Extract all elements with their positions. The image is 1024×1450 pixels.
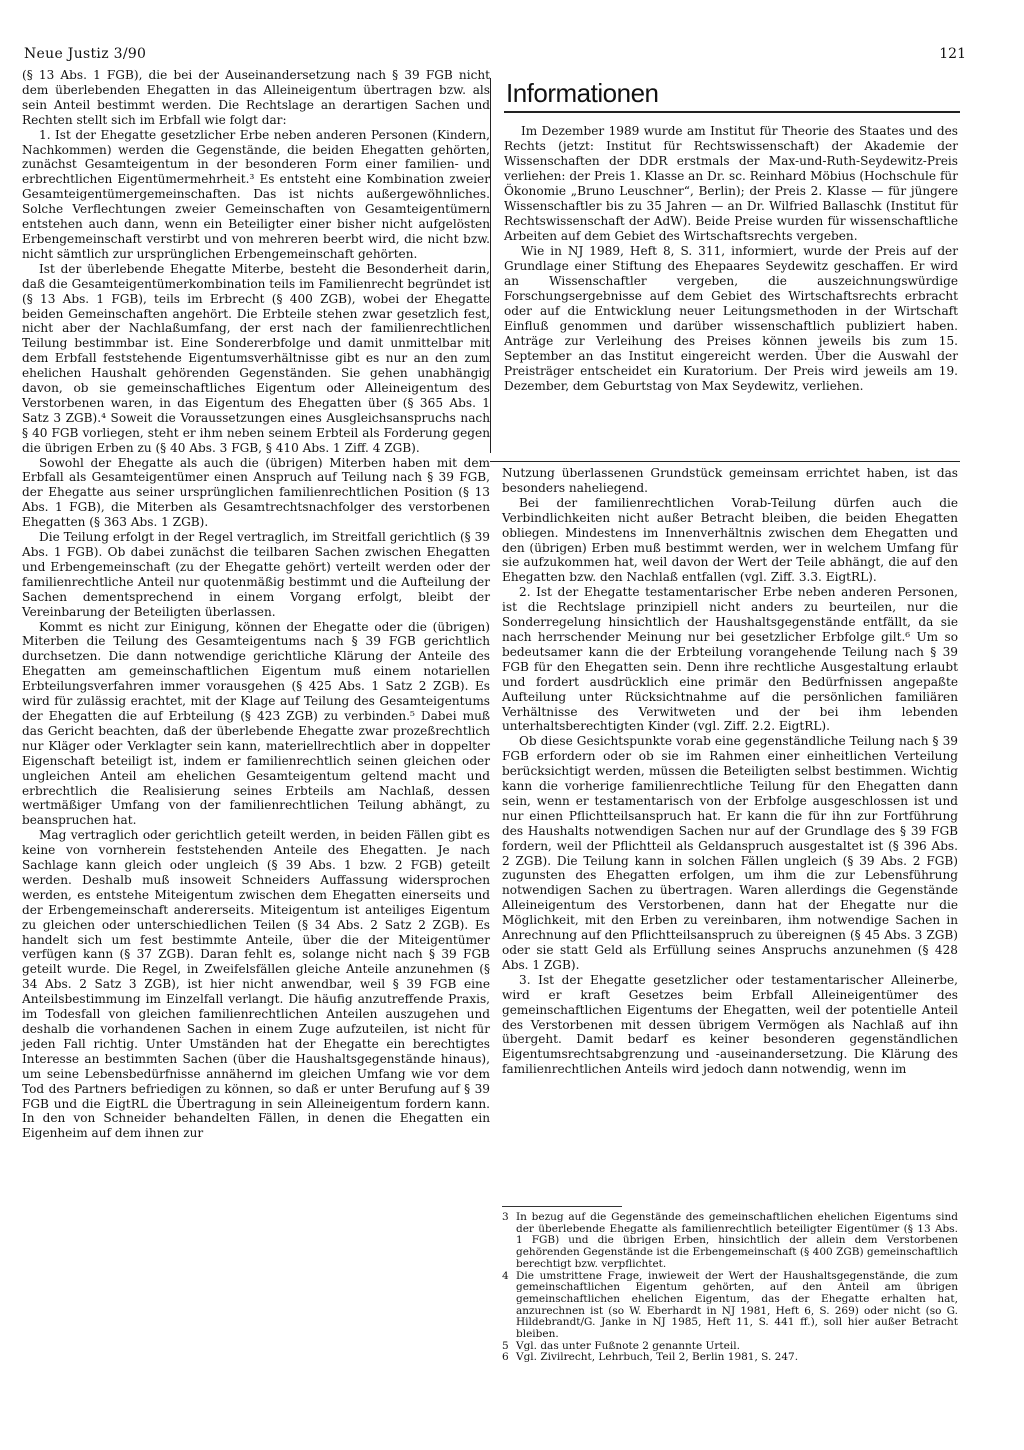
footnote-number: 4 xyxy=(502,1269,509,1282)
info-box-title: Informationen xyxy=(506,78,659,108)
footnote-text: In bezug auf die Gegenstände des gemeinschaftlichen ehelichen Eigentums sind der überlebende Ehegatte als familienrechtlich beteiligter Eigentümer (§ 13 Abs. 1 FGB) und die übrigen Erben, hinsichtlich der allein dem Verstorbenen gehörenden Gegenstände ist die Erbengemeinschaft (§ 400 ZGB) gemeinschaftlich berechtigt bzw. verpflichtet. xyxy=(516,1211,958,1270)
paragraph: 3. Ist der Ehegatte gesetzlicher oder testamentarischer Alleinerbe, wird er kraft Gesetzes beim Erbfall Alleineigentümer des gemeinschaftlichen Eigentums der Ehegatten, weil der potentielle Anteil des Verstorbenen mit dessen übrigem Vermögen als Nachlaß auf ihn übergeht. Damit bedarf es keiner besonderen gegenständlichen Eigentumsrechtsabgrenzung und -auseinandersetzung. Die Klärung des familienrechtlichen Anteils wird jedoch dann notwendig, wenn im xyxy=(502,972,958,1077)
paragraph: Sowohl der Ehegatte als auch die (übrigen) Miterben haben mit dem Erbfall als Gesamteigentümer einen Anspruch auf Teilung nach § 39 FGB, der Ehegatte aus seiner ursprünglichen familienrechtlichen Position (§ 13 Abs. 1 FGB), die Miterben als Gesamtrechtsnachfolger des verstorbenen Ehegatten (§ 363 Abs. 1 ZGB). xyxy=(22,455,490,530)
info-box-body xyxy=(504,124,958,394)
footnote-text: Die umstrittene Frage, inwieweit der Wert der Haushaltsgegenstände, die zum gemeinschaftlichen Eigentum gehörten, auf den Anteil am übrigen gemeinschaftlichen ehelichen Eigentum, das der Ehegatte erhalten hat, anzurechnen ist (so W. Eberhardt in NJ 1981, Heft 6, S. 269) oder nicht (so G. Hildebrandt/G. Janke in NJ 1985, Heft 11, S. 441 ff.), soll hier außer Betracht bleiben. xyxy=(516,1269,958,1341)
info-paragraph: Wie in NJ 1989, Heft 8, S. 311, informiert, wurde der Preis auf der Grundlage einer Stiftung des Ehepaares Seydewitz geschaffen. Er wird an Wissenschaftler vergeben, die auszeichnungswürdige Forschungsergebnisse auf dem Gebiet des Wirtschaftsrechts erbracht oder auf die Entwicklung neuer Leitungsmethoden in der Wirtschaft Einfluß genommen und darüber wissenschaftlich publiziert haben. Anträge zur Verleihung des Preises können jeweils bis zum 15. September an das Institut eingereicht werden. Über die Auswahl der Preisträger entscheidet ein Kuratorium. Der Preis wird jeweils am 19. Dezember, dem Geburtstag von Max Seydewitz, verliehen. xyxy=(504,244,958,393)
left-column xyxy=(22,68,490,1141)
info-title-rule xyxy=(504,111,960,113)
footnote-number: 3 xyxy=(502,1211,509,1223)
footnote-text: Vgl. Zivilrecht, Lehrbuch, Teil 2, Berlin 1981, S. 247. xyxy=(516,1351,799,1364)
paragraph: Bei der familienrechtlichen Vorab-Teilung dürfen auch die Verbindlichkeiten nicht außer Betracht bleiben, die beiden Ehegatten obliegen. Mindestens im Innenverhältnis zwischen dem Ehegatten und den (übrigen) Erben muß bestimmt werden, wer in welchem Umfang für sie aufzukommen hat, weil davon der Wert der Teile abhängt, die auf den Ehegatten bzw. den Nachlaß entfallen (vgl. Ziff. 3.3. EigtRL). xyxy=(502,495,958,585)
footnote xyxy=(502,1271,958,1341)
paragraph: (§ 13 Abs. 1 FGB), die bei der Auseinandersetzung nach § 39 FGB nicht dem überlebenden Ehegatten in das Alleineigentum übertragen bzw. als sein Anteil bestimmt werden. Die Rechtslage an derartigen Sachen und Rechten stellt sich im Erbfall wie folgt dar: xyxy=(22,68,490,127)
info-box-bottom-rule xyxy=(490,461,960,462)
paragraph: Mag vertraglich oder gerichtlich geteilt werden, in beiden Fällen gibt es keine von vornherein feststehenden Anteile des Ehegatten. Je nach Sachlage kann gleich oder ungleich (§ 39 Abs. 1 bzw. 2 FGB) geteilt werden. Deshalb muß insoweit Schneiders Auffassung widersprochen werden, es entstehe Miteigentum zwischen dem Ehegatten einerseits und der Erbengemeinschaft andererseits. Miteigentum ist anteiliges Eigentum zu gleichen oder unterschiedlichen Teilen (§ 34 Abs. 2 Satz 2 ZGB). Es handelt sich um fest bestimmte Anteile, über die der Miteigentümer verfügen kann (§ 37 ZGB). Daran fehlt es, solange nicht nach § 39 FGB geteilt wurde. Die Regel, in Zweifelsfällen gleiche Anteile anzunehmen (§ 34 Abs. 2 Satz 3 ZGB), ist hier nicht anwendbar, weil § 39 FGB eine Anteilsbestimmung im Einzelfall verlangt. Die häufig anzutreffende Praxis, im Todesfall von gleichen familienrechtlichen Anteilen auszugehen und deshalb die vorhandenen Sachen in einem Zuge aufzuteilen, ist nicht für jeden Fall richtig. Unter Umständen hat der Ehegatte ein berechtigtes Interesse an bestimmten Sachen (über die Haushaltsgegenstände hinaus), um seine Lebensbedürfnisse annähernd im gleichen Umfang wie vor dem Tod des Partners befriedigen zu können, so daß er unter Berufung auf § 39 FGB und die EigtRL die Übertragung in sein Alleineigentum fordern kann. In den von Schneider behandelten Fällen, in denen die Ehegatten ein Eigenheim auf dem ihnen zur xyxy=(22,828,490,1141)
paragraph: 2. Ist der Ehegatte testamentarischer Erbe neben anderen Personen, ist die Rechtslage prinzipiell nicht anders zu beurteilen, nur die Sonderregelung hinsichtlich der Haushaltsgegenstände entfällt, da sie nach herrschender Meinung nur bei gesetzlicher Erbfolge gilt.⁶ Um so bedeutsamer kann die der Erbteilung vorangehende Teilung nach § 39 FGB für den Ehegatten sein. Denn ihre rechtliche Ausgestaltung erlaubt und fordert ausdrücklich eine primär den Bedürfnissen angepaßte Aufteilung unter Rücksichtnahme auf die persönlichen familiären Verhältnisse des Verwitweten und der bei ihm lebenden unterhaltsberechtigten Kinder (vgl. Ziff. 2.2. EigtRL). xyxy=(502,585,958,734)
footnote-number: 6 xyxy=(502,1351,509,1364)
footnote-text: Vgl. das unter Fußnote 2 genannte Urteil. xyxy=(516,1339,740,1352)
paragraph: Ob diese Gesichtspunkte vorab eine gegenständliche Teilung nach § 39 FGB erfordern oder ob sie im Rahmen einer einheitlichen Verteilung berücksichtigt werden, müssen die Beteiligten selbst bestimmen. Wichtig kann die vorherige familienrechtliche Teilung für den Ehegatten dann sein, wenn er testamentarisch von der Erbfolge ausgeschlossen ist und nur einen Pflichtteilsanspruch hat. Er kann die für ihn zur Fortführung des Haushalts notwendigen Sachen nur auf der Grundlage des § 39 FGB fordern, weil der Pflichtteil als Geldanspruch ausgestaltet ist (§ 396 Abs. 2 ZGB). Die Teilung kann in solchen Fällen ungleich (§ 39 Abs. 2 FGB) zugunsten des Ehegatten erfolgen, um ihm die zur Lebensführung notwendigen Sachen zu übertragen. Waren allerdings die Gegenstände Alleineigentum des Verstorbenen, dann hat der Ehegatte nur die Möglichkeit, mit den Erben zu vereinbaren, ihm notwendige Sachen in Anrechnung auf den Pflichtteilsanspruch zu übereignen (§ 45 Abs. 3 ZGB) oder sie statt Geld als Erfüllung seines Anspruchs anzunehmen (§ 428 Abs. 1 ZGB). xyxy=(502,734,958,972)
footnote-rule xyxy=(502,1206,622,1207)
paragraph: Die Teilung erfolgt in der Regel vertraglich, im Streitfall gerichtlich (§ 39 Abs. 1 FGB). Ob dabei zunächst die teilbaren Sachen zwischen Ehegatten und Erbengemeinschaft (zu der Ehegatte gehört) verteilt werden oder der familienrechtliche Anteil nur quotenmäßig bestimmt und die Aufteilung der Sachen dementsprechend in einem Vorgang erfolgt, bleibt der Vereinbarung der Beteiligten überlassen. xyxy=(22,530,490,619)
page-number: 121 xyxy=(939,46,966,62)
paragraph: Ist der überlebende Ehegatte Miterbe, besteht die Besonderheit darin, daß die Gesamteigentümerkombination teils im Familienrecht begründet ist (§ 13 Abs. 1 FGB), teils im Erbrecht (§ 400 ZGB), wobei der Ehegatte beiden Gemeinschaften angehört. Die Erbteile stehen zwar gesetzlich fest, nicht aber der Nachlaßumfang, der erst nach der familienrechtlichen Teilung bestimmbar ist. Eine Sondererbfolge und damit unmittelbar mit dem Erbfall feststehende Eigentumsverhältnisse gibt es nur an den zum ehelichen Haushalt gehörenden Gegenständen. Sie gehen unabhängig davon, ob sie gemeinschaftliches Eigentum oder Alleineigentum des Verstorbenen waren, in das Eigentum des Ehegatten über (§ 365 Abs. 1 Satz 3 ZGB).⁴ Soweit die Voraussetzungen eines Ausgleichsanspruchs nach § 40 FGB vorliegen, steht er ihm neben seinem Erbteil als Forderung gegen die übrigen Erben zu (§ 40 Abs. 3 FGB, § 410 Abs. 1 Ziff. 4 ZGB). xyxy=(22,261,490,455)
footnote xyxy=(502,1352,958,1364)
paragraph: 1. Ist der Ehegatte gesetzlicher Erbe neben anderen Personen (Kindern, Nachkommen) werden die Gegenstände, die beiden Ehegatten gehörten, zunächst Gesamteigentum in der besonderen Form einer familien- und erbrechtlichen Eigentümermehrheit.³ Es entsteht eine Kombination zweier Gesamteigentümergemeinschaften. Das ist nichts außergewöhnliches. Solche Verflechtungen zweier Gemeinschaften von Gesamteigentümern entstehen auch dann, wenn ein Beteiligter einer bisher nicht aufgelösten Erbengemeinschaft verstirbt und von mehreren beerbt wird, die nicht bzw. nicht sämtlich zur ursprünglichen Erbengemeinschaft gehörten. xyxy=(22,127,490,261)
footnote xyxy=(502,1212,958,1271)
info-paragraph: Im Dezember 1989 wurde am Institut für Theorie des Staates und des Rechts (jetzt: Institut für Rechtswissenschaft) der Akademie der Wissenschaften der DDR erstmals der Max-und-Ruth-Seydewitz-Preis verliehen: der Preis 1. Klasse an Dr. sc. Reinhard Möbius (Hochschule für Ökonomie „Bruno Leuschner“, Berlin); der Preis 2. Klasse — für jüngere Wissenschaftler bis zu 35 Jahren — an Dr. Wilfried Ballaschk (Institut für Rechtswissenschaft der AdW). Beide Preise wurden für wissenschaftliche Arbeiten auf dem Gebiet des Wirtschaftsrechts vergeben. xyxy=(504,124,958,243)
paragraph: Nutzung überlassenen Grundstück gemeinsam errichtet haben, ist das besonders naheliegend. xyxy=(502,466,958,495)
paragraph: Kommt es nicht zur Einigung, können der Ehegatte oder die (übrigen) Miterben die Teilung des Gesamteigentums nach § 39 FGB gerichtlich durchsetzen. Die dann notwendige gerichtliche Klärung der Anteile des Ehegatten am gemeinschaftlichen Eigentum muß einem notariellen Erbteilungsverfahren immer vorausgehen (§ 425 Abs. 1 Satz 2 ZGB). Es wird für zulässig erachtet, mit der Klage auf Teilung des Gesamteigentums der Ehegatten die auf Erbteilung (§ 423 ZGB) zu verbinden.⁵ Dabei muß das Gericht beachten, daß der überlebende Ehegatte zwar prozeßrechtlich nur Kläger oder Verklagter sein kann, materiellrechtlich aber in doppelter Eigenschaft beteiligt ist, indem er familienrechtlich seinen gleichen oder ungleichen Anteil am ehelichen Gesamteigentum geltend macht und erbrechtlich die Realisierung seines Erbteils am Nachlaß, dessen wertmäßiger Umfang von der familienrechtlichen Teilung abhängt, zu beanspruchen hat. xyxy=(22,619,490,828)
footnotes xyxy=(502,1212,958,1364)
right-column xyxy=(502,466,958,1077)
footnote-number: 5 xyxy=(502,1339,509,1352)
running-header: Neue Justiz 3/90 xyxy=(24,46,147,62)
